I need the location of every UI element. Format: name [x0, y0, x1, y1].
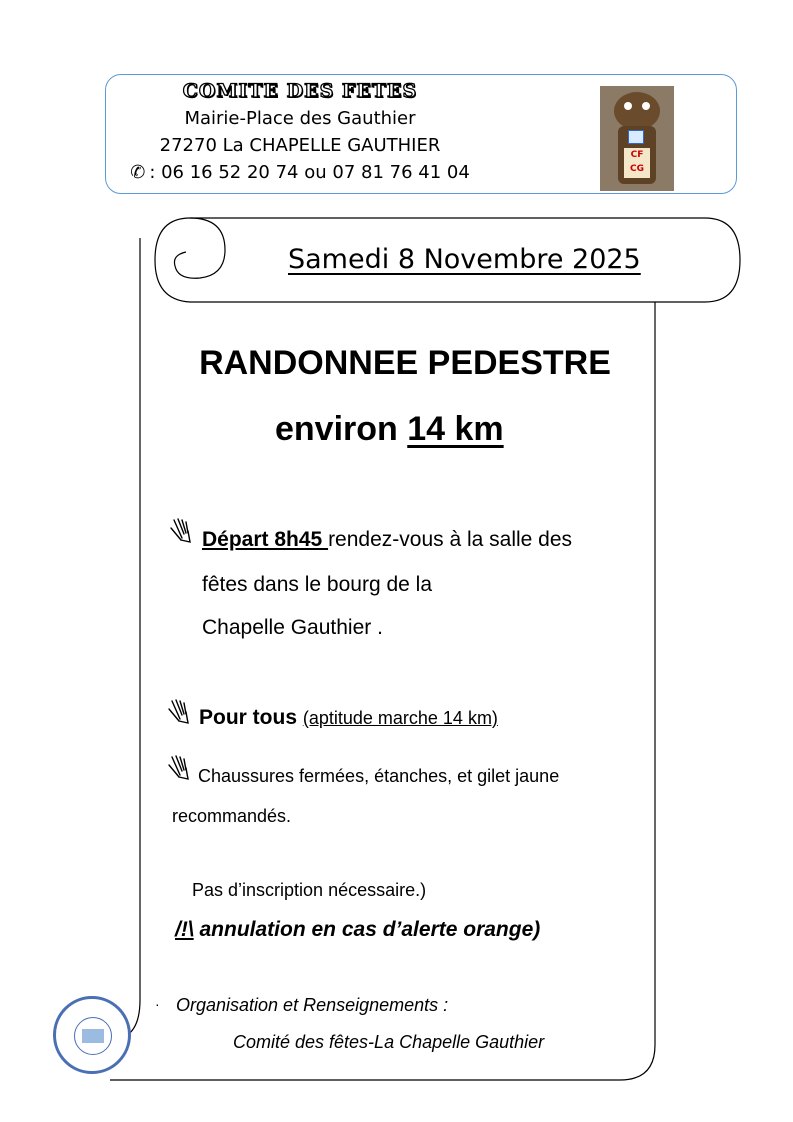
hand-pointer-icon — [168, 516, 198, 546]
event-title: RANDONNEE PEDESTRE — [199, 344, 611, 382]
distance-prefix: environ — [275, 410, 408, 448]
equipment-line-2: recommandés. — [172, 806, 292, 826]
departure-text: rendez-vous à la salle des — [328, 528, 573, 551]
hand-pointer-icon — [166, 697, 196, 727]
warning-icon: /!\ — [175, 918, 194, 941]
audience-line — [199, 706, 498, 730]
departure-line-3: Chapelle Gauthier . — [202, 616, 383, 639]
phone-numbers: : 06 16 52 20 74 ou 07 81 76 41 04 — [149, 162, 470, 183]
equipment-line-1: Chaussures fermées, étanches, et gilet jaune — [198, 766, 560, 786]
departure-line-2: fêtes dans le bourg de la — [202, 573, 432, 596]
hand-pointer-icon — [166, 753, 196, 783]
event-date: Samedi 8 Novembre 2025 — [288, 244, 641, 275]
committee-stamp — [53, 996, 131, 1074]
phone-icon: ✆ — [130, 162, 146, 183]
audience-note: (aptitude marche 14 km) — [302, 708, 498, 728]
audience-label: Pour tous — [199, 706, 303, 729]
bullet: · — [155, 996, 160, 1012]
organisation-name: Comité des fêtes-La Chapelle Gauthier — [233, 1032, 545, 1052]
departure-line-1 — [202, 528, 572, 552]
departure-label: Départ 8h45 — [202, 528, 329, 551]
warning-line — [175, 918, 540, 942]
registration-note: Pas d’inscription nécessaire.) — [192, 880, 427, 900]
organisation-label: Organisation et Renseignements : — [176, 995, 449, 1015]
mascot-sign: CF CG — [624, 148, 650, 178]
event-distance — [275, 410, 504, 449]
address-line-1: Mairie-Place des Gauthier — [184, 108, 416, 129]
warning-text: annulation en cas d’alerte orange) — [193, 918, 541, 941]
distance-value: 14 km — [407, 410, 504, 448]
stamp-house-icon — [82, 1029, 104, 1043]
committee-title: COMITE DES FETES — [182, 80, 418, 102]
address-line-2: 27270 La CHAPELLE GAUTHIER — [159, 135, 441, 156]
